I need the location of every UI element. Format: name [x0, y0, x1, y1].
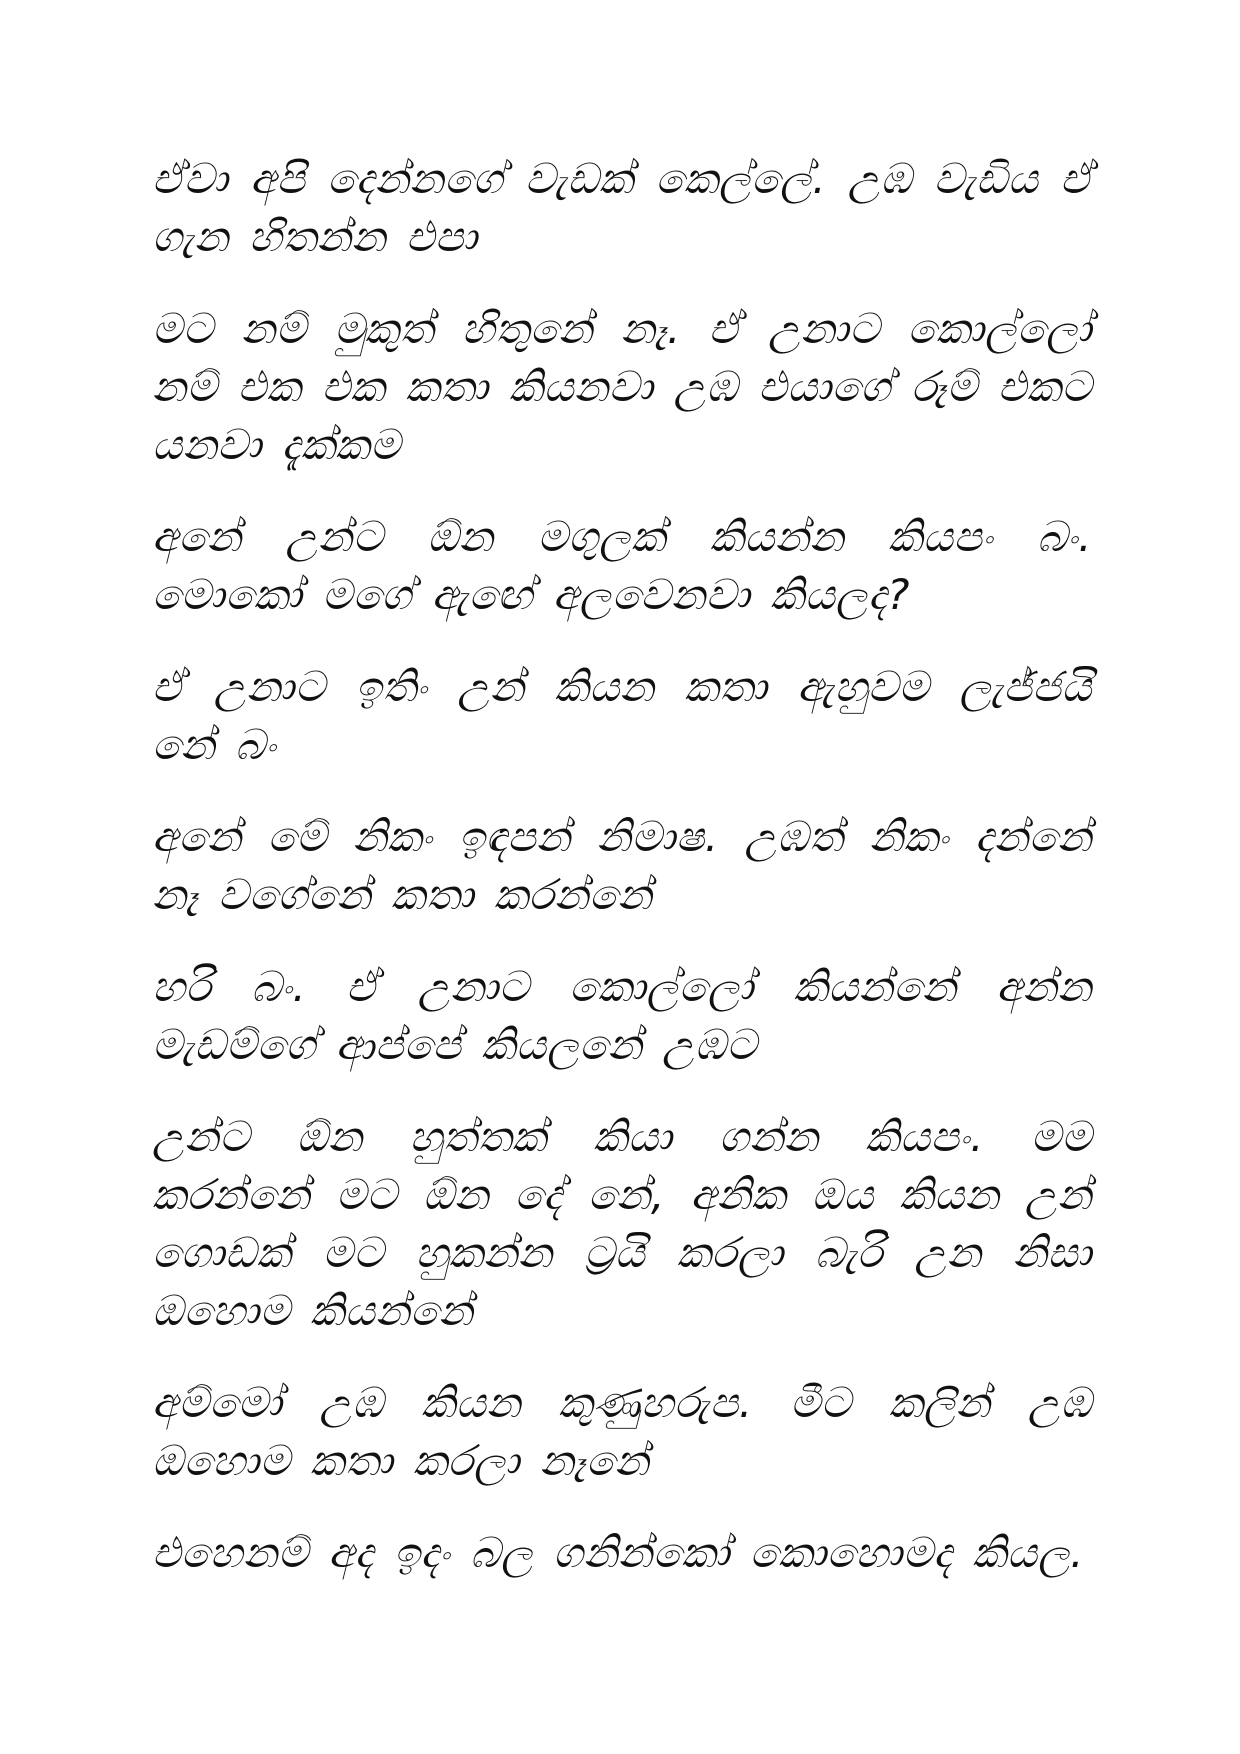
- paragraph-1: ඒවා අපි දෙන්නගේ වැඩක් කෙල්ලේ. උඹ වැඩිය ඒ ගැන හිතන්න එපා: [152, 154, 1092, 261]
- paragraph-6: හරි බං. ඒ උනාට කොල්ලෝ කියන්නේ අන්න මැඩම්ගේ ආප්පේ කියලනේ උඹට: [152, 962, 1092, 1069]
- paragraph-8: අම්මෝ උඹ කියන කුණුහරුප. මීට කලින් උඹ ඔහොම කතා කරලා නෑනේ: [152, 1378, 1092, 1485]
- body-text: [152, 150, 1092, 1616]
- paragraph-7: උන්ට ඕන හුත්තක් කියා ගන්න කියපං. මම කරන්නේ මට ඕන දේ නේ, අනික ඔය කියන උන් ගොඩක් මට හුකන්න ට්‍රයි කරලා බැරි උන නිසා ඔහොම කියන්නේ: [152, 1112, 1092, 1335]
- paragraph-2: මට නම් මුකුත් හිතුනේ නෑ. ඒ උනාට කොල්ලෝ නම් එක එක කතා කියනවා උඹ එයාගේ රූම් එකට යනවා දැක්කම: [152, 304, 1092, 469]
- paragraph-9: එහෙනම් අද ඉදං බල ගනින්කෝ කොහොමද කියල.: [152, 1528, 1085, 1577]
- paragraph-4: ඒ උනාට ඉතිං උන් කියන කතා ඇහුවම ලැජ්ජයි නේ බං: [152, 662, 1092, 769]
- paragraph-3: අනේ උන්ට ඕන මගුලක් කියන්න කියපං බං. මොකෝ මගේ ඇඟේ අලවෙනවා කියලද?: [152, 512, 1092, 619]
- paragraph-5: අනේ මේ නිකං ඉඳපන් නිමාෂ. උඹත් නිකං දන්නේ නෑ වගේනේ කතා කරන්නේ: [152, 812, 1092, 919]
